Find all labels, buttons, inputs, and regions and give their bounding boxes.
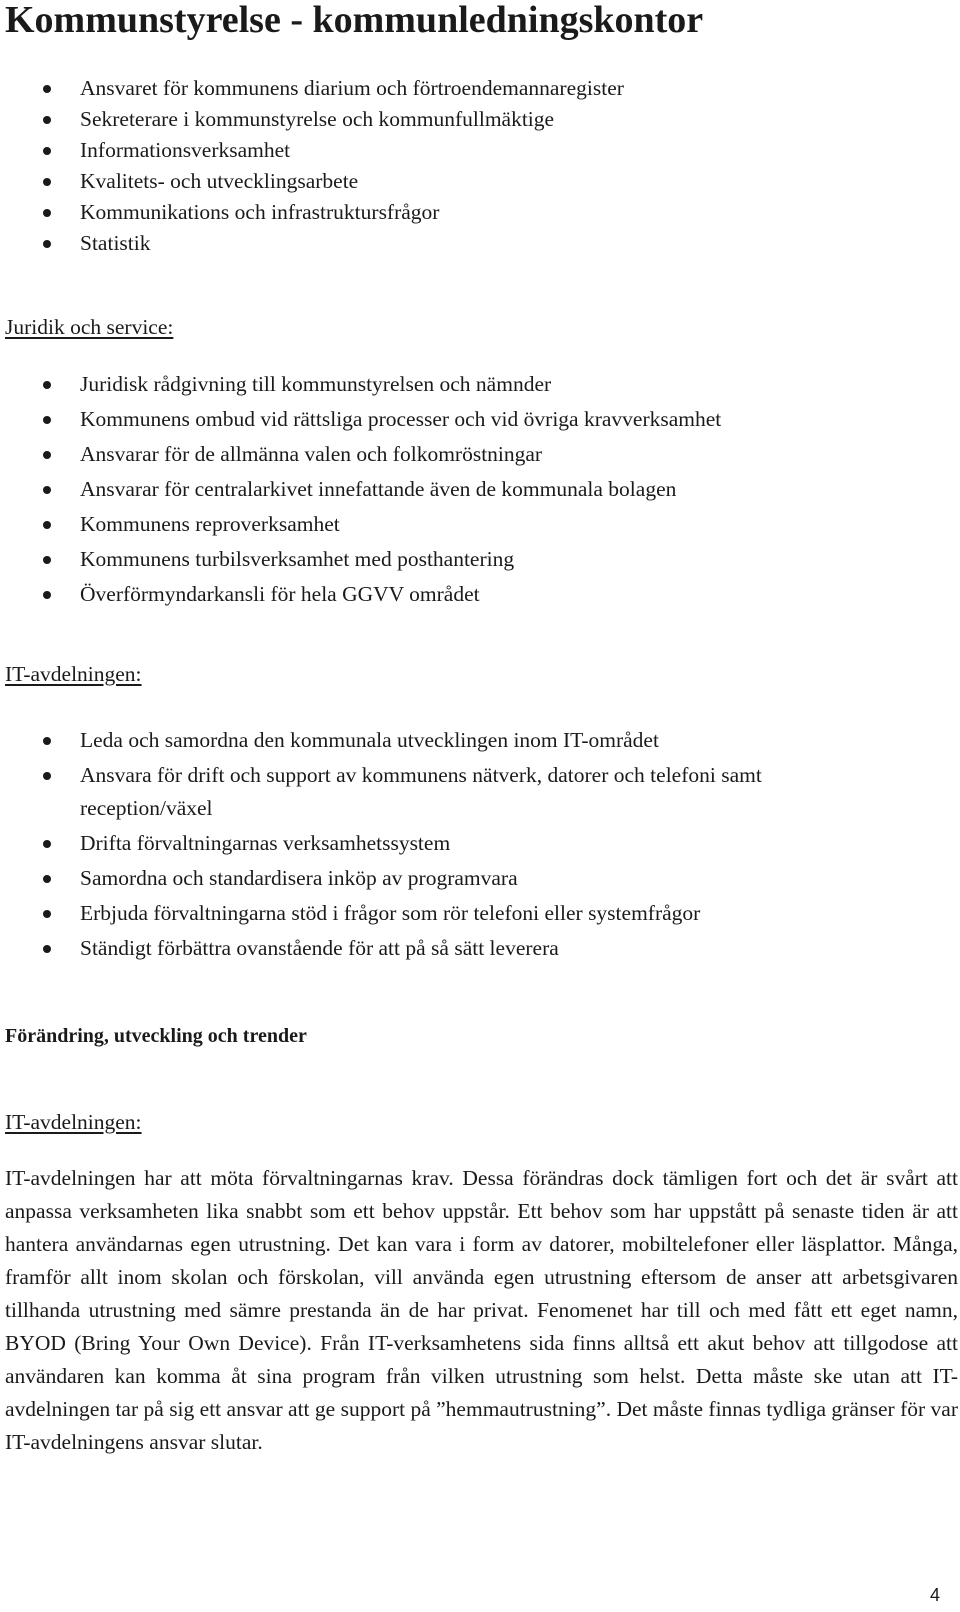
list-item: Kvalitets- och utvecklingsarbete: [0, 166, 624, 197]
list-item: Kommunens ombud vid rättsliga processer och vid övriga kravverksamhet: [0, 402, 721, 437]
list-item: Kommunens turbilsverksamhet med posthantering: [0, 542, 721, 577]
list-item: Kommunikations och infrastruktursfrågor: [0, 197, 624, 228]
list-item: Statistik: [0, 228, 624, 259]
list-item: Ansvarar för centralarkivet innefattande även de kommunala bolagen: [0, 472, 721, 507]
responsibilities-list: [0, 73, 624, 259]
list-item: Erbjuda förvaltningarna stöd i frågor som rör telefoni eller systemfrågor: [0, 896, 890, 931]
list-item: Leda och samordna den kommunala utvecklingen inom IT-området: [0, 723, 890, 758]
list-item: Drifta förvaltningarnas verksamhetssystem: [0, 826, 890, 861]
list-item: Informationsverksamhet: [0, 135, 624, 166]
list-item: Ansvarar för de allmänna valen och folkomröstningar: [0, 437, 721, 472]
list-item: Överförmyndarkansli för hela GGVV området: [0, 577, 721, 612]
page-number: 4: [929, 1585, 940, 1605]
trends-paragraph: IT-avdelningen har att möta förvaltningarnas krav. Dessa förändras dock tämligen fort och det är svårt att anpassa verksamheten lika snabbt som ett behov uppstår. Ett behov som har uppstått på senaste tiden är att hantera användarnas egen utrustning. Det kan vara i form av datorer, mobiltelefoner eller läsplattor. Många, framför allt inom skolan och förskolan, vill använda egen utrustning eftersom de anser att arbetsgivaren tillhanda utrustning med sämre prestanda än de har privat. Fenomenet har till och med fått ett eget namn, BYOD (Bring Your Own Device). Från IT-verksamhetens sida finns alltså ett akut behov att tillgodose att användaren kan komma åt sina program från vilken utrustning som helst. Detta måste ske utan att IT-avdelningen tar på sig ett ansvar att ge support på ”hemmautrustning”. Det måste finnas tydliga gränser för var IT-avdelningens ansvar slutar.: [5, 1166, 958, 1454]
page-title: Kommunstyrelse - kommunledningskontor: [5, 0, 704, 41]
list-item: Ansvara för drift och support av kommunens nätverk, datorer och telefoni samt reception/växel: [0, 758, 890, 826]
section-heading-juridik: Juridik och service:: [5, 315, 174, 339]
juridik-list: [0, 367, 721, 612]
list-item: Samordna och standardisera inköp av programvara: [0, 861, 890, 896]
subsection-heading-it: IT-avdelningen:: [5, 1110, 142, 1134]
list-item: Ständigt förbättra ovanstående för att på så sätt leverera: [0, 931, 890, 966]
list-item: Ansvaret för kommunens diarium och förtroendemannaregister: [0, 73, 624, 104]
list-item: Kommunens reproverksamhet: [0, 507, 721, 542]
list-item: Sekreterare i kommunstyrelse och kommunfullmäktige: [0, 104, 624, 135]
list-item: Juridisk rådgivning till kommunstyrelsen och nämnder: [0, 367, 721, 402]
it-list: [0, 723, 890, 966]
section-heading-it: IT-avdelningen:: [5, 662, 142, 686]
section-heading-trends: Förändring, utveckling och trender: [5, 1025, 307, 1047]
